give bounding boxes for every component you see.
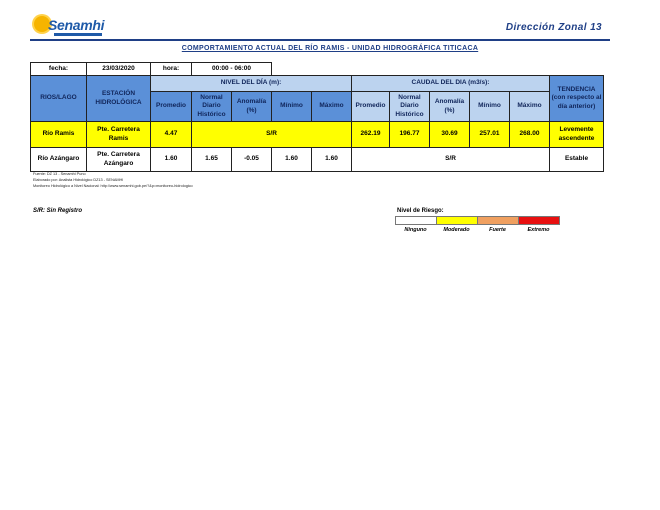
- caudal-anomalia: 30.69: [430, 122, 470, 148]
- fecha-value: 23/03/2020: [87, 63, 151, 76]
- tendencia: Estable: [550, 148, 604, 172]
- river-status-table: [30, 62, 604, 172]
- hora-value: 00:00 - 06:00: [192, 63, 272, 76]
- col-caudal-maximo: Máximo: [510, 92, 550, 122]
- fecha-label: fecha:: [31, 63, 87, 76]
- table-row: [31, 148, 604, 172]
- legend-swatch-fuerte: [478, 217, 519, 224]
- logo-underline: [54, 33, 102, 36]
- monitoreo-note: Monitoreo Hidrológico a Nivel Nacional: http://www.senamhi.gob.pe/?&p=monitoreo-hidrologico: [33, 184, 193, 188]
- table-row: [31, 122, 604, 148]
- estacion-name: Pte. Carretera Azángaro: [87, 148, 151, 172]
- legend-swatch-extremo: [519, 217, 559, 224]
- col-nivel-maximo: Máximo: [312, 92, 352, 122]
- caudal-normal: 196.77: [390, 122, 430, 148]
- fuente-note: Fuente: DZ 13 - Senamhi Puno: [33, 172, 86, 176]
- legend-label-ninguno: Ninguno: [404, 227, 427, 233]
- col-caudal-minimo: Mínimo: [470, 92, 510, 122]
- legend-label-fuerte: Fuerte: [489, 227, 506, 233]
- group-header-row: [31, 76, 604, 92]
- nivel-maximo: 1.60: [312, 148, 352, 172]
- nivel-anomalia: -0.05: [232, 148, 272, 172]
- riesgo-legend-title: Nivel de Riesgo:: [397, 208, 444, 214]
- rio-name: Río Ramis: [31, 122, 87, 148]
- meta-row: [31, 63, 604, 76]
- col-nivel-minimo: Mínimo: [272, 92, 312, 122]
- elaborado-note: Elaborado por: Analista Hidrológico DZ13 - SENAMHI: [33, 178, 124, 182]
- col-rio: RIOS/LAGO: [31, 76, 87, 122]
- tendencia: Levemente ascendente: [550, 122, 604, 148]
- col-nivel-normal: Normal Diario Histórico: [192, 92, 232, 122]
- logo-text: Senamhi: [48, 17, 105, 33]
- caudal-minimo: 257.01: [470, 122, 510, 148]
- legend-label-extremo: Extremo: [527, 227, 550, 233]
- caudal-sin-registro: S/R: [352, 148, 550, 172]
- report-title: COMPORTAMIENTO ACTUAL DEL RÍO RAMIS - UNIDAD HIDROGRÁFICA TITICACA: [181, 45, 479, 52]
- nivel-minimo: 1.60: [272, 148, 312, 172]
- rio-name: Río Azángaro: [31, 148, 87, 172]
- nivel-normal: 1.65: [192, 148, 232, 172]
- nivel-group-header: NIVEL DEL DÍA (m):: [151, 76, 352, 92]
- nivel-promedio: 1.60: [151, 148, 192, 172]
- col-estacion: ESTACIÓN HIDROLÓGICA: [87, 76, 151, 122]
- sin-registro-note: S/R: Sin Registro: [33, 208, 83, 214]
- col-nivel-anomalia: Anomalía (%): [232, 92, 272, 122]
- col-tendencia: TENDENCIA (con respecto al día anterior): [550, 76, 604, 122]
- col-caudal-anomalia: Anomalía (%): [430, 92, 470, 122]
- hora-label: hora:: [151, 63, 192, 76]
- nivel-sin-registro: S/R: [192, 122, 352, 148]
- senamhi-logo: [34, 16, 104, 40]
- header-rule: [30, 39, 610, 41]
- direccion-zonal: Dirección Zonal 13: [505, 22, 602, 33]
- estacion-name: Pte. Carretera Ramis: [87, 122, 151, 148]
- nivel-promedio: 4.47: [151, 122, 192, 148]
- caudal-promedio: 262.19: [352, 122, 390, 148]
- legend-swatch-ninguno: [396, 217, 437, 224]
- col-nivel-promedio: Promedio: [151, 92, 192, 122]
- source-notes: [33, 171, 193, 189]
- legend-swatch-moderado: [437, 217, 478, 224]
- caudal-maximo: 268.00: [510, 122, 550, 148]
- caudal-group-header: CAUDAL DEL DIA (m3/s):: [352, 76, 550, 92]
- riesgo-legend-bar: [395, 216, 560, 225]
- col-caudal-normal: Normal Diario Histórico: [390, 92, 430, 122]
- legend-label-moderado: Moderado: [443, 227, 470, 233]
- riesgo-legend-labels: [395, 227, 559, 233]
- col-caudal-promedio: Promedio: [352, 92, 390, 122]
